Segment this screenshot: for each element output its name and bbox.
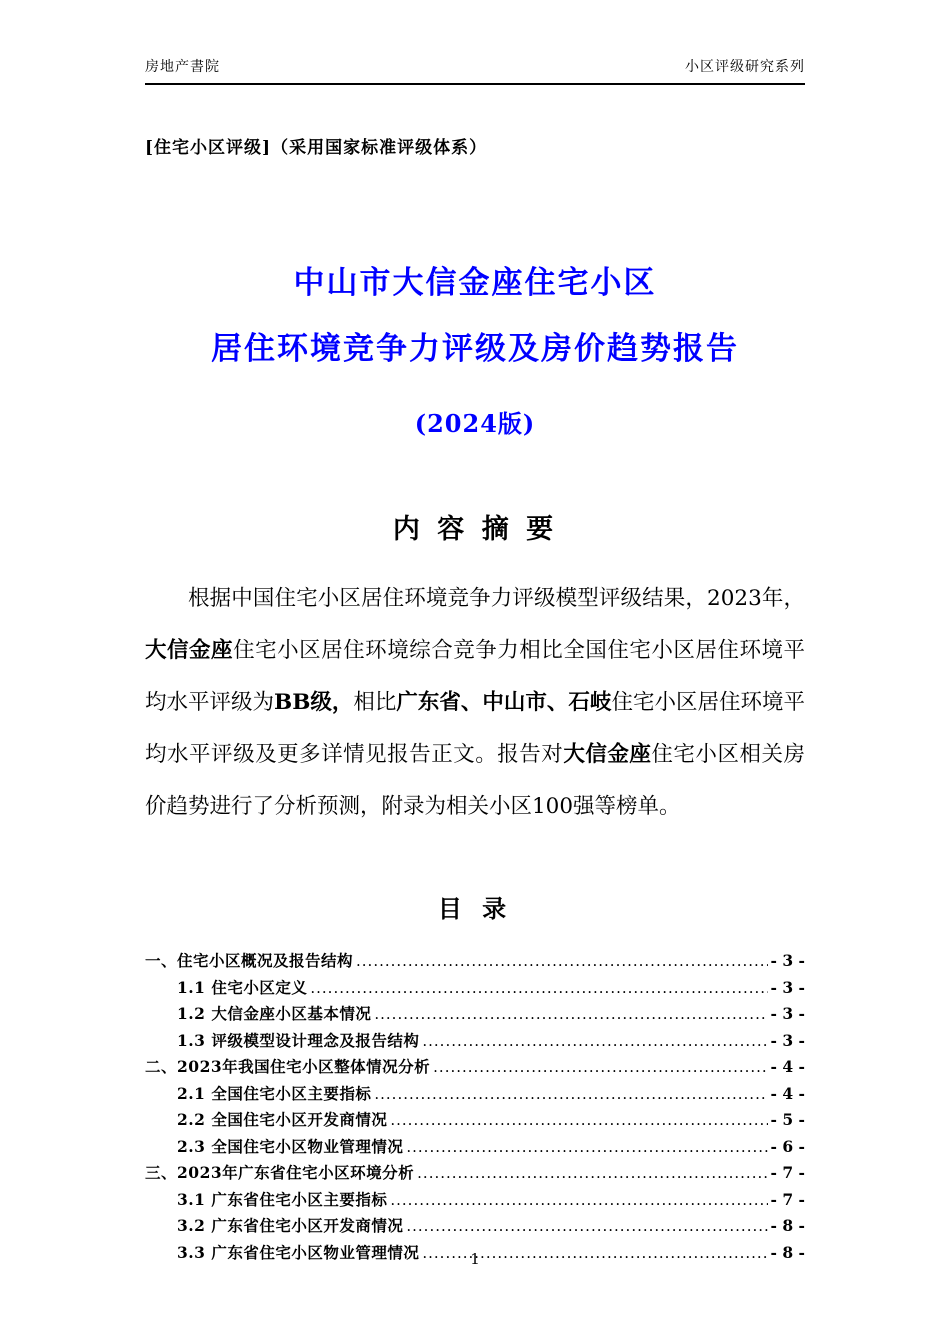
- summary-paragraph: [145, 573, 805, 833]
- toc-item[interactable]: [145, 1028, 805, 1055]
- toc-item-page: - 6 -: [770, 1136, 805, 1156]
- toc-item-page: - 7 -: [770, 1189, 805, 1209]
- page-header: [145, 56, 805, 85]
- report-title-line1: 中山市大信金座住宅小区: [293, 265, 657, 301]
- summary-segment: 根据中国住宅小区居住环境竞争力评级模型评级结果，2023年，: [188, 586, 805, 611]
- toc-leader-dots: [406, 1213, 767, 1240]
- report-edition: (2024版): [414, 409, 536, 438]
- summary-heading: 内 容 摘 要: [392, 514, 558, 545]
- summary-segment-rating: BB级，: [274, 690, 354, 716]
- report-title-line2: 居住环境竞争力评级及房价趋势报告: [211, 331, 739, 367]
- rating-system-label: [住宅小区评级]（采用国家标准评级体系）: [145, 138, 488, 158]
- toc-leader-dots: [433, 1054, 767, 1081]
- toc-item[interactable]: [145, 975, 805, 1002]
- toc-item-label: 3.2 广东省住宅小区开发商情况: [177, 1216, 404, 1236]
- toc-item-label: 1.2 大信金座小区基本情况: [177, 1004, 372, 1024]
- toc-item-page: - 7 -: [770, 1163, 805, 1183]
- toc-item[interactable]: [145, 1081, 805, 1108]
- toc-leader-dots: [390, 1187, 767, 1214]
- toc-leader-dots: [310, 975, 767, 1002]
- toc-item[interactable]: [145, 1107, 805, 1134]
- summary-segment-community-name: 大信金座: [145, 638, 234, 664]
- toc-item[interactable]: [145, 1054, 805, 1081]
- toc-item-label: 3.1 广东省住宅小区主要指标: [177, 1189, 388, 1209]
- toc-item-page: - 8 -: [770, 1242, 805, 1262]
- toc-leader-dots: [406, 1134, 767, 1161]
- toc-item-label: 二、2023年我国住宅小区整体情况分析: [145, 1057, 431, 1077]
- summary-segment: 住宅小区相关房价趋势进行了分析预测，附录为相关小区100强等榜单。: [145, 742, 805, 820]
- toc-item-label: 2.2 全国住宅小区开发商情况: [177, 1110, 388, 1130]
- toc-item[interactable]: [145, 1187, 805, 1214]
- toc-leader-dots: [417, 1160, 767, 1187]
- toc-leader-dots: [390, 1107, 767, 1134]
- toc-leader-dots: [356, 948, 768, 975]
- toc-item-page: - 4 -: [770, 1083, 805, 1103]
- toc-heading: 目 录: [437, 895, 513, 924]
- toc-item-label: 三、2023年广东省住宅小区环境分析: [145, 1163, 415, 1183]
- toc-item-page: - 3 -: [770, 951, 805, 971]
- toc-item-page: - 3 -: [770, 1030, 805, 1050]
- toc-item[interactable]: [145, 948, 805, 975]
- toc-leader-dots: [374, 1001, 767, 1028]
- toc-item-label: 1.1 住宅小区定义: [177, 977, 308, 997]
- toc-item-page: - 5 -: [770, 1110, 805, 1130]
- header-left-text: 房地产書院: [145, 59, 220, 75]
- toc-item-page: - 8 -: [770, 1216, 805, 1236]
- toc-item-label: 3.3 广东省住宅小区物业管理情况: [177, 1242, 420, 1262]
- summary-segment: 住宅小区居住环境平均水平评级及更多详情见报告正文。报告对: [145, 690, 805, 768]
- summary-segment: 住宅小区居住环境综合竞争力相比全国住宅小区居住环境平均水平评级为: [145, 638, 805, 716]
- toc-item[interactable]: [145, 1160, 805, 1187]
- header-right-text: 小区评级研究系列: [685, 59, 805, 75]
- toc-leader-dots: [422, 1028, 767, 1055]
- table-of-contents: [145, 948, 805, 1266]
- toc-item-label: 2.1 全国住宅小区主要指标: [177, 1083, 372, 1103]
- report-title-block: [145, 250, 805, 439]
- toc-item[interactable]: [145, 1213, 805, 1240]
- toc-item[interactable]: [145, 1134, 805, 1161]
- summary-segment: 相比: [353, 690, 397, 716]
- toc-leader-dots: [374, 1081, 767, 1108]
- summary-segment-regions: 广东省、中山市、石岐: [396, 690, 612, 716]
- toc-item-label: 1.3 评级模型设计理念及报告结构: [177, 1030, 420, 1050]
- toc-item[interactable]: [145, 1001, 805, 1028]
- toc-item-page: - 3 -: [770, 1004, 805, 1024]
- page-number: 1: [470, 1250, 480, 1268]
- toc-item-label: 2.3 全国住宅小区物业管理情况: [177, 1136, 404, 1156]
- toc-item-page: - 3 -: [770, 977, 805, 997]
- summary-segment-community-name: 大信金座: [563, 742, 652, 768]
- toc-item-page: - 4 -: [770, 1057, 805, 1077]
- toc-item-label: 一、住宅小区概况及报告结构: [145, 951, 354, 971]
